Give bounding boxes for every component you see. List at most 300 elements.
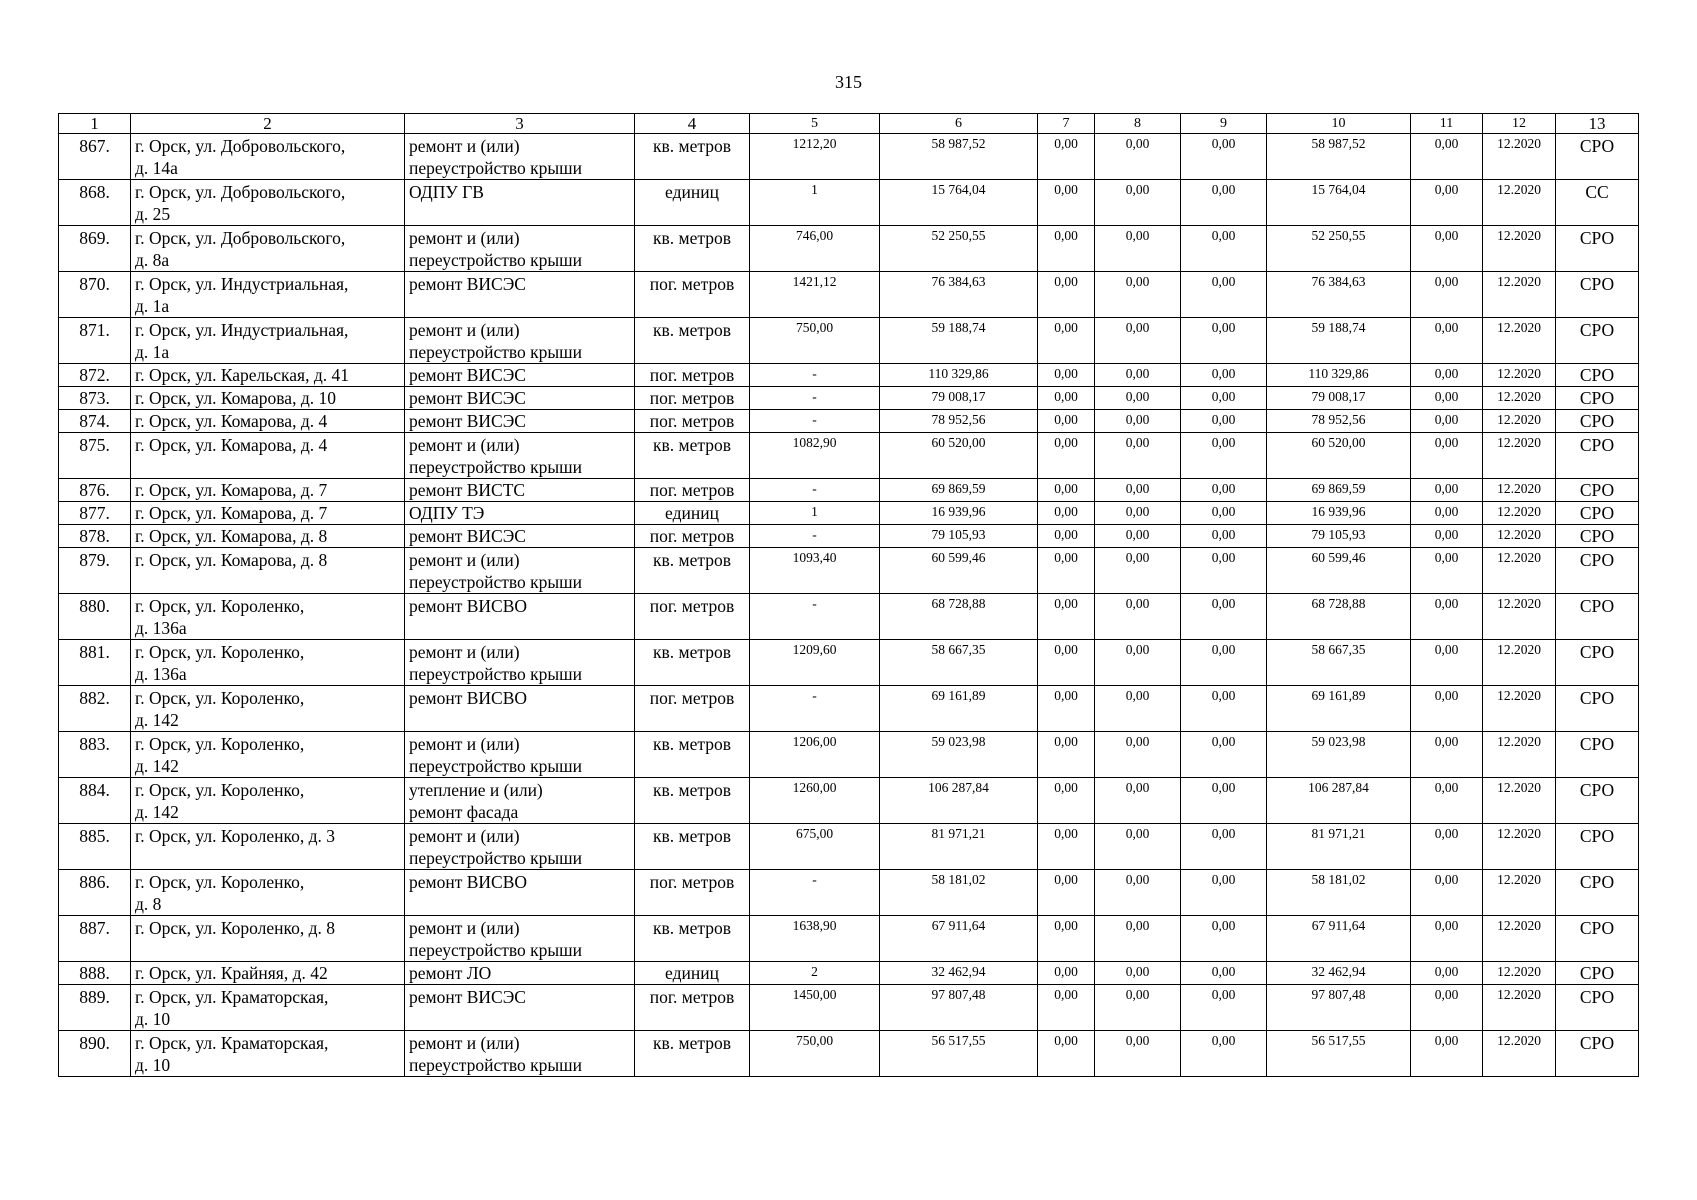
value-cell: 0,00: [1181, 479, 1267, 502]
method-code-cell: СРО: [1556, 134, 1639, 180]
work-type-cell-line: ремонт и (или): [409, 642, 520, 662]
unit-cell: пог. метров: [635, 686, 750, 732]
volume-cell: 1093,40: [750, 548, 880, 594]
volume-cell: 746,00: [750, 226, 880, 272]
table-row: [59, 134, 1639, 180]
value-cell: 0,00: [1095, 686, 1181, 732]
value-cell: 0,00: [1181, 778, 1267, 824]
address-cell-line: г. Орск, ул. Короленко,: [135, 688, 305, 708]
address-cell-line: г. Орск, ул. Короленко,: [135, 780, 305, 800]
method-code-cell: СРО: [1556, 479, 1639, 502]
address-cell-line: д. 10: [135, 1055, 171, 1075]
address-cell-line: д. 8: [135, 894, 162, 914]
funds-cell: 67 911,64: [1267, 916, 1411, 962]
unit-cell: кв. метров: [635, 916, 750, 962]
funds-cell: 58 987,52: [1267, 134, 1411, 180]
row-number: 882.: [59, 686, 131, 732]
value-cell: 0,00: [1411, 318, 1483, 364]
address-cell: [131, 364, 405, 387]
address-cell-line: д. 25: [135, 204, 171, 224]
value-cell: 0,00: [1181, 962, 1267, 985]
method-code-cell: СРО: [1556, 732, 1639, 778]
address-cell-line: г. Орск, ул. Короленко,: [135, 734, 305, 754]
value-cell: 0,00: [1095, 962, 1181, 985]
cost-cell: 58 987,52: [880, 134, 1038, 180]
value-cell: 0,00: [1038, 870, 1095, 916]
work-type-cell: [405, 433, 635, 479]
value-cell: 0,00: [1095, 732, 1181, 778]
address-cell: [131, 226, 405, 272]
unit-cell: пог. метров: [635, 364, 750, 387]
funds-cell: 110 329,86: [1267, 364, 1411, 387]
column-header: 8: [1095, 114, 1181, 134]
work-type-cell-line: ремонт ВИСЭС: [409, 411, 526, 431]
cost-cell: 68 728,88: [880, 594, 1038, 640]
value-cell: 0,00: [1095, 226, 1181, 272]
column-header: 7: [1038, 114, 1095, 134]
method-code-cell: СРО: [1556, 548, 1639, 594]
address-cell: [131, 916, 405, 962]
value-cell: 0,00: [1095, 180, 1181, 226]
row-number: 868.: [59, 180, 131, 226]
value-cell: 0,00: [1038, 318, 1095, 364]
work-type-cell-line: переустройство крыши: [409, 457, 582, 477]
address-cell-line: г. Орск, ул. Короленко,: [135, 872, 305, 892]
value-cell: 0,00: [1038, 410, 1095, 433]
value-cell: 0,00: [1411, 433, 1483, 479]
volume-cell: -: [750, 870, 880, 916]
row-number: 870.: [59, 272, 131, 318]
value-cell: 0,00: [1095, 525, 1181, 548]
value-cell: 0,00: [1038, 525, 1095, 548]
period-cell: 12.2020: [1483, 732, 1556, 778]
value-cell: 0,00: [1411, 778, 1483, 824]
period-cell: 12.2020: [1483, 387, 1556, 410]
value-cell: 0,00: [1095, 410, 1181, 433]
column-header: 9: [1181, 114, 1267, 134]
work-type-cell-line: ремонт ВИСЭС: [409, 987, 526, 1007]
value-cell: 0,00: [1411, 916, 1483, 962]
address-cell-line: г. Орск, ул. Индустриальная,: [135, 274, 349, 294]
period-cell: 12.2020: [1483, 640, 1556, 686]
address-cell: [131, 479, 405, 502]
work-type-cell: [405, 226, 635, 272]
unit-cell: кв. метров: [635, 433, 750, 479]
address-cell-line: г. Орск, ул. Крайняя, д. 42: [135, 963, 328, 983]
volume-cell: -: [750, 686, 880, 732]
volume-cell: 1: [750, 502, 880, 525]
work-type-cell-line: ремонт ЛО: [409, 963, 492, 983]
address-cell-line: г. Орск, ул. Краматорская,: [135, 1033, 329, 1053]
work-type-cell-line: ремонт и (или): [409, 918, 520, 938]
cost-cell: 58 667,35: [880, 640, 1038, 686]
method-code-cell: СРО: [1556, 594, 1639, 640]
work-type-cell-line: ремонт ВИСЭС: [409, 274, 526, 294]
table-row: [59, 962, 1639, 985]
address-cell-line: г. Орск, ул. Комарова, д. 7: [135, 480, 328, 500]
value-cell: 0,00: [1411, 640, 1483, 686]
value-cell: 0,00: [1095, 985, 1181, 1031]
work-type-cell-line: ремонт и (или): [409, 1033, 520, 1053]
work-type-cell-line: ремонт и (или): [409, 228, 520, 248]
address-cell: [131, 433, 405, 479]
period-cell: 12.2020: [1483, 916, 1556, 962]
row-number: 867.: [59, 134, 131, 180]
table-row: [59, 640, 1639, 686]
work-type-cell: [405, 548, 635, 594]
work-type-cell-line: переустройство крыши: [409, 756, 582, 776]
work-type-cell: [405, 916, 635, 962]
row-number: 884.: [59, 778, 131, 824]
row-number: 876.: [59, 479, 131, 502]
work-type-cell: [405, 732, 635, 778]
value-cell: 0,00: [1095, 824, 1181, 870]
value-cell: 0,00: [1038, 640, 1095, 686]
table-row: [59, 433, 1639, 479]
table-row: [59, 410, 1639, 433]
volume-cell: -: [750, 479, 880, 502]
table-row: [59, 272, 1639, 318]
value-cell: 0,00: [1181, 410, 1267, 433]
unit-cell: единиц: [635, 180, 750, 226]
work-type-cell-line: переустройство крыши: [409, 1055, 582, 1075]
work-type-cell-line: переустройство крыши: [409, 158, 582, 178]
address-cell-line: д. 1а: [135, 296, 170, 316]
work-type-cell-line: переустройство крыши: [409, 342, 582, 362]
work-type-cell-line: ремонт ВИСЭС: [409, 365, 526, 385]
value-cell: 0,00: [1181, 1031, 1267, 1077]
value-cell: 0,00: [1181, 732, 1267, 778]
work-type-cell-line: ремонт ВИСЭС: [409, 526, 526, 546]
address-cell: [131, 594, 405, 640]
work-type-cell-line: ремонт и (или): [409, 734, 520, 754]
value-cell: 0,00: [1181, 686, 1267, 732]
method-code-cell: СРО: [1556, 985, 1639, 1031]
unit-cell: кв. метров: [635, 226, 750, 272]
period-cell: 12.2020: [1483, 479, 1556, 502]
page-number: 315: [835, 72, 862, 92]
row-number: 873.: [59, 387, 131, 410]
cost-cell: 69 161,89: [880, 686, 1038, 732]
row-number: 886.: [59, 870, 131, 916]
address-cell: [131, 387, 405, 410]
column-header: 11: [1411, 114, 1483, 134]
method-code-cell: СРО: [1556, 824, 1639, 870]
address-cell-line: г. Орск, ул. Добровольского,: [135, 136, 346, 156]
cost-cell: 97 807,48: [880, 985, 1038, 1031]
cost-cell: 79 105,93: [880, 525, 1038, 548]
cost-cell: 60 599,46: [880, 548, 1038, 594]
cost-cell: 58 181,02: [880, 870, 1038, 916]
address-cell-line: г. Орск, ул. Карельская, д. 41: [135, 365, 349, 385]
column-header: 12: [1483, 114, 1556, 134]
volume-cell: 750,00: [750, 1031, 880, 1077]
value-cell: 0,00: [1411, 1031, 1483, 1077]
cost-cell: 81 971,21: [880, 824, 1038, 870]
column-header: 1: [59, 114, 131, 134]
value-cell: 0,00: [1038, 387, 1095, 410]
cost-cell: 60 520,00: [880, 433, 1038, 479]
work-type-cell: [405, 134, 635, 180]
address-cell: [131, 1031, 405, 1077]
value-cell: 0,00: [1411, 870, 1483, 916]
column-header: 10: [1267, 114, 1411, 134]
volume-cell: -: [750, 364, 880, 387]
value-cell: 0,00: [1095, 1031, 1181, 1077]
period-cell: 12.2020: [1483, 1031, 1556, 1077]
method-code-cell: СРО: [1556, 318, 1639, 364]
work-type-cell: [405, 272, 635, 318]
value-cell: 0,00: [1411, 824, 1483, 870]
funds-cell: 56 517,55: [1267, 1031, 1411, 1077]
funds-cell: 60 599,46: [1267, 548, 1411, 594]
method-code-cell: СРО: [1556, 410, 1639, 433]
method-code-cell: СРО: [1556, 1031, 1639, 1077]
address-cell: [131, 985, 405, 1031]
value-cell: 0,00: [1181, 364, 1267, 387]
value-cell: 0,00: [1181, 824, 1267, 870]
period-cell: 12.2020: [1483, 410, 1556, 433]
funds-cell: 81 971,21: [1267, 824, 1411, 870]
table-row: [59, 502, 1639, 525]
unit-cell: кв. метров: [635, 548, 750, 594]
value-cell: 0,00: [1181, 870, 1267, 916]
funds-cell: 97 807,48: [1267, 985, 1411, 1031]
value-cell: 0,00: [1411, 548, 1483, 594]
address-cell: [131, 870, 405, 916]
period-cell: 12.2020: [1483, 824, 1556, 870]
method-code-cell: СС: [1556, 180, 1639, 226]
row-number: 869.: [59, 226, 131, 272]
unit-cell: кв. метров: [635, 318, 750, 364]
volume-cell: -: [750, 525, 880, 548]
address-cell: [131, 180, 405, 226]
work-type-cell: [405, 594, 635, 640]
unit-cell: пог. метров: [635, 410, 750, 433]
work-type-cell-line: ремонт фасада: [409, 802, 519, 822]
method-code-cell: СРО: [1556, 387, 1639, 410]
period-cell: 12.2020: [1483, 594, 1556, 640]
value-cell: 0,00: [1411, 134, 1483, 180]
address-cell-line: д. 142: [135, 802, 179, 822]
volume-cell: 1450,00: [750, 985, 880, 1031]
funds-cell: 32 462,94: [1267, 962, 1411, 985]
value-cell: 0,00: [1038, 502, 1095, 525]
work-type-cell-line: ремонт и (или): [409, 435, 520, 455]
work-type-cell-line: ремонт ВИСВО: [409, 688, 528, 708]
work-type-cell-line: ремонт ВИСВО: [409, 596, 528, 616]
column-header: 13: [1556, 114, 1639, 134]
address-cell-line: г. Орск, ул. Комарова, д. 4: [135, 411, 328, 431]
unit-cell: кв. метров: [635, 824, 750, 870]
work-type-cell-line: ремонт и (или): [409, 136, 520, 156]
value-cell: 0,00: [1095, 502, 1181, 525]
work-type-cell-line: утепление и (или): [409, 780, 543, 800]
address-cell-line: г. Орск, ул. Комарова, д. 8: [135, 550, 328, 570]
value-cell: 0,00: [1038, 226, 1095, 272]
method-code-cell: СРО: [1556, 226, 1639, 272]
value-cell: 0,00: [1181, 594, 1267, 640]
value-cell: 0,00: [1095, 870, 1181, 916]
work-type-cell: [405, 318, 635, 364]
value-cell: 0,00: [1181, 226, 1267, 272]
column-header: 6: [880, 114, 1038, 134]
row-number: 887.: [59, 916, 131, 962]
funds-cell: 15 764,04: [1267, 180, 1411, 226]
work-type-cell-line: ремонт ВИСВО: [409, 872, 528, 892]
period-cell: 12.2020: [1483, 364, 1556, 387]
work-type-cell: [405, 502, 635, 525]
table-row: [59, 870, 1639, 916]
funds-cell: 79 008,17: [1267, 387, 1411, 410]
value-cell: 0,00: [1095, 640, 1181, 686]
value-cell: 0,00: [1181, 525, 1267, 548]
volume-cell: 1260,00: [750, 778, 880, 824]
funds-cell: 58 667,35: [1267, 640, 1411, 686]
period-cell: 12.2020: [1483, 525, 1556, 548]
value-cell: 0,00: [1411, 226, 1483, 272]
volume-cell: 750,00: [750, 318, 880, 364]
address-cell-line: г. Орск, ул. Комарова, д. 7: [135, 503, 328, 523]
address-cell: [131, 640, 405, 686]
value-cell: 0,00: [1038, 824, 1095, 870]
row-number: 874.: [59, 410, 131, 433]
table-row: [59, 364, 1639, 387]
value-cell: 0,00: [1181, 640, 1267, 686]
address-cell: [131, 525, 405, 548]
value-cell: 0,00: [1038, 778, 1095, 824]
address-cell-line: д. 14а: [135, 158, 178, 178]
unit-cell: пог. метров: [635, 985, 750, 1031]
work-type-cell: [405, 640, 635, 686]
work-type-cell: [405, 1031, 635, 1077]
column-header: 5: [750, 114, 880, 134]
period-cell: 12.2020: [1483, 548, 1556, 594]
cost-cell: 110 329,86: [880, 364, 1038, 387]
value-cell: 0,00: [1038, 916, 1095, 962]
volume-cell: 675,00: [750, 824, 880, 870]
unit-cell: единиц: [635, 502, 750, 525]
address-cell: [131, 410, 405, 433]
address-cell-line: д. 10: [135, 1009, 171, 1029]
value-cell: 0,00: [1411, 410, 1483, 433]
repair-plan-table: [58, 113, 1639, 1077]
volume-cell: 1212,20: [750, 134, 880, 180]
period-cell: 12.2020: [1483, 318, 1556, 364]
table-row: [59, 180, 1639, 226]
work-type-cell-line: ремонт ВИСТС: [409, 480, 526, 500]
value-cell: 0,00: [1181, 548, 1267, 594]
address-cell-line: г. Орск, ул. Комарова, д. 8: [135, 526, 328, 546]
table-row: [59, 548, 1639, 594]
value-cell: 0,00: [1411, 985, 1483, 1031]
funds-cell: 59 023,98: [1267, 732, 1411, 778]
volume-cell: 2: [750, 962, 880, 985]
value-cell: 0,00: [1181, 433, 1267, 479]
value-cell: 0,00: [1411, 364, 1483, 387]
period-cell: 12.2020: [1483, 134, 1556, 180]
value-cell: 0,00: [1038, 272, 1095, 318]
work-type-cell-line: ремонт и (или): [409, 550, 520, 570]
volume-cell: 1206,00: [750, 732, 880, 778]
value-cell: 0,00: [1181, 387, 1267, 410]
volume-cell: 1082,90: [750, 433, 880, 479]
address-cell: [131, 502, 405, 525]
address-cell-line: д. 136а: [135, 618, 187, 638]
volume-cell: 1421,12: [750, 272, 880, 318]
column-header: 3: [405, 114, 635, 134]
value-cell: 0,00: [1411, 594, 1483, 640]
row-number: 880.: [59, 594, 131, 640]
method-code-cell: СРО: [1556, 525, 1639, 548]
value-cell: 0,00: [1181, 272, 1267, 318]
cost-cell: 56 517,55: [880, 1031, 1038, 1077]
address-cell: [131, 548, 405, 594]
address-cell-line: г. Орск, ул. Краматорская,: [135, 987, 329, 1007]
row-number: 889.: [59, 985, 131, 1031]
work-type-cell-line: ОДПУ ТЭ: [409, 503, 485, 523]
method-code-cell: СРО: [1556, 502, 1639, 525]
funds-cell: 16 939,96: [1267, 502, 1411, 525]
address-cell: [131, 778, 405, 824]
work-type-cell: [405, 824, 635, 870]
unit-cell: единиц: [635, 962, 750, 985]
address-cell-line: г. Орск, ул. Добровольского,: [135, 182, 346, 202]
column-header: 2: [131, 114, 405, 134]
row-number: 883.: [59, 732, 131, 778]
value-cell: 0,00: [1038, 433, 1095, 479]
row-number: 885.: [59, 824, 131, 870]
table-row: [59, 387, 1639, 410]
method-code-cell: СРО: [1556, 962, 1639, 985]
volume-cell: 1: [750, 180, 880, 226]
row-number: 875.: [59, 433, 131, 479]
work-type-cell-line: переустройство крыши: [409, 250, 582, 270]
value-cell: 0,00: [1095, 318, 1181, 364]
period-cell: 12.2020: [1483, 180, 1556, 226]
value-cell: 0,00: [1411, 479, 1483, 502]
unit-cell: пог. метров: [635, 870, 750, 916]
value-cell: 0,00: [1038, 548, 1095, 594]
work-type-cell: [405, 778, 635, 824]
unit-cell: кв. метров: [635, 778, 750, 824]
value-cell: 0,00: [1095, 387, 1181, 410]
work-type-cell: [405, 686, 635, 732]
table-row: [59, 985, 1639, 1031]
period-cell: 12.2020: [1483, 433, 1556, 479]
value-cell: 0,00: [1038, 985, 1095, 1031]
address-cell-line: г. Орск, ул. Добровольского,: [135, 228, 346, 248]
unit-cell: кв. метров: [635, 1031, 750, 1077]
value-cell: 0,00: [1181, 502, 1267, 525]
value-cell: 0,00: [1411, 180, 1483, 226]
funds-cell: 58 181,02: [1267, 870, 1411, 916]
work-type-cell-line: ремонт и (или): [409, 320, 520, 340]
cost-cell: 67 911,64: [880, 916, 1038, 962]
cost-cell: 32 462,94: [880, 962, 1038, 985]
method-code-cell: СРО: [1556, 916, 1639, 962]
cost-cell: 16 939,96: [880, 502, 1038, 525]
method-code-cell: СРО: [1556, 433, 1639, 479]
value-cell: 0,00: [1411, 387, 1483, 410]
row-number: 881.: [59, 640, 131, 686]
work-type-cell: [405, 180, 635, 226]
value-cell: 0,00: [1038, 686, 1095, 732]
cost-cell: 15 764,04: [880, 180, 1038, 226]
value-cell: 0,00: [1095, 433, 1181, 479]
address-cell-line: д. 8а: [135, 250, 170, 270]
funds-cell: 68 728,88: [1267, 594, 1411, 640]
